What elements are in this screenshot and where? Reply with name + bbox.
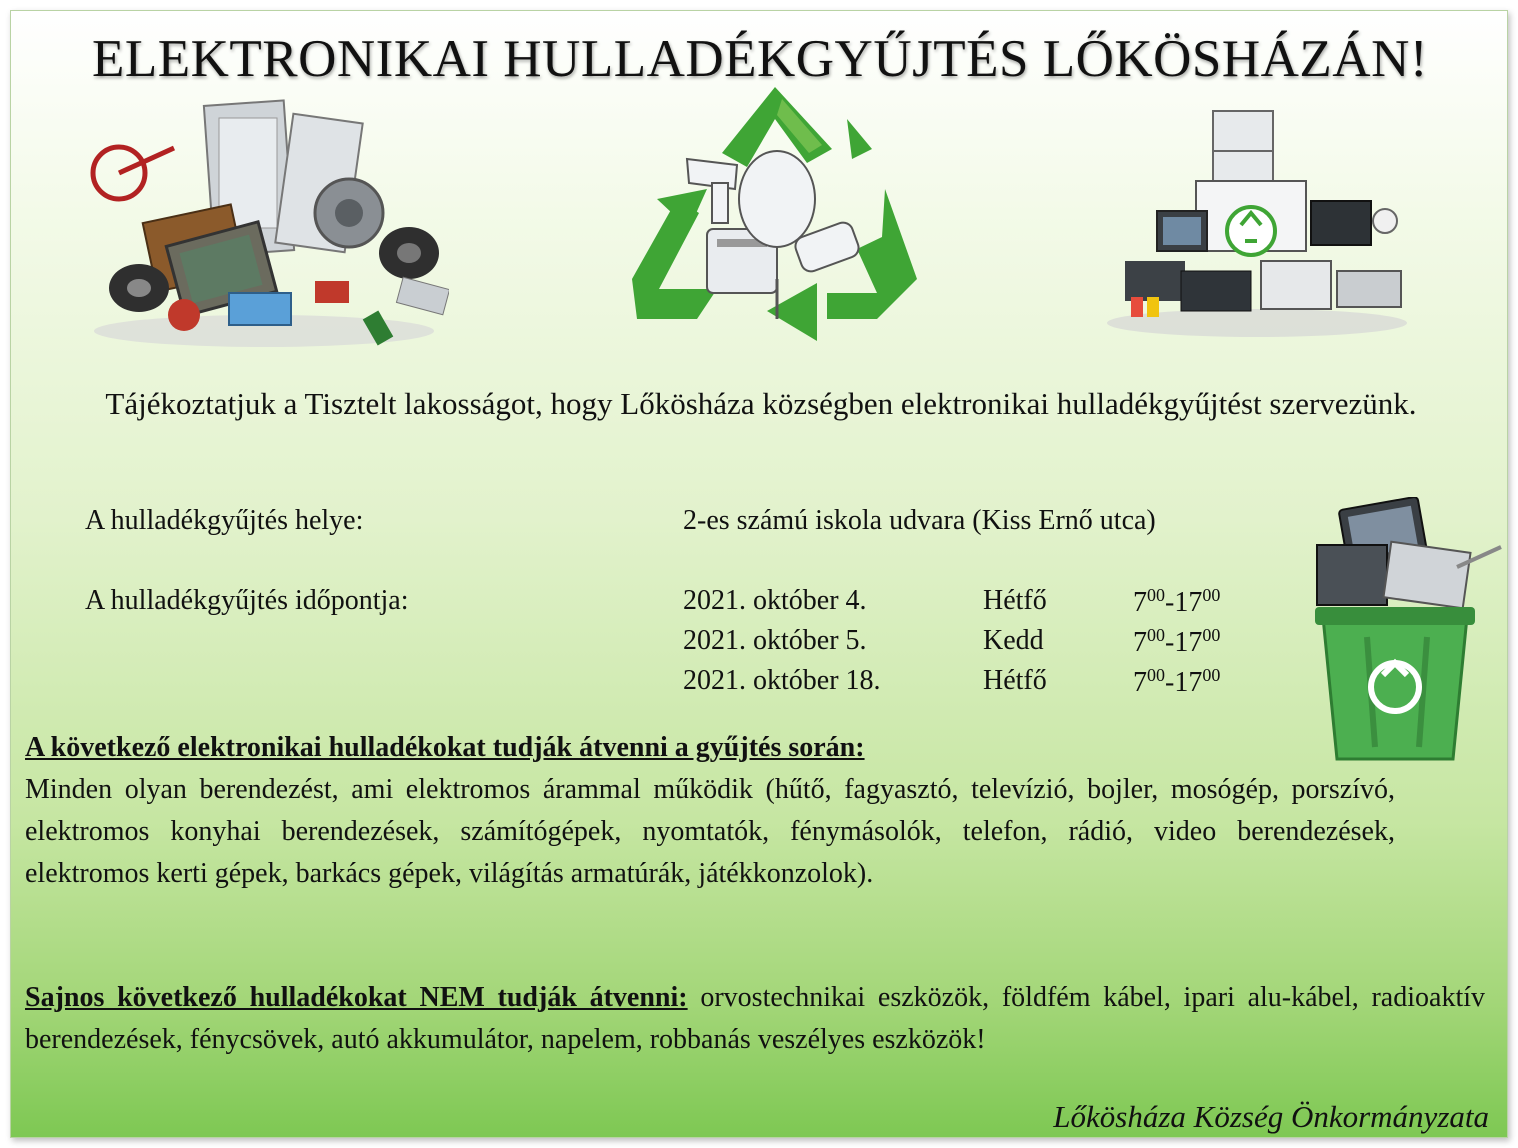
schedule-time-1: $7^{00}-17^{00}$: [1133, 585, 1221, 618]
recycling-bin-illustration: [1287, 497, 1503, 765]
schedule-date-1: 2021. október 4.: [683, 585, 867, 616]
accepted-heading: A következő elektronikai hulladékokat tudják átvenni a gyűjtés során:: [25, 732, 865, 763]
accepted-text: Minden olyan berendezést, ami elektromos árammal működik (hűtő, fagyasztó, televízió, bojler, mosógép, porszívó, elektromos konyhai berendezések, számítógépek, nyomtatók, fénymásolók, telefon, rádió, video berendezések, elektromos kerti gépek, barkács gépek, világítás armatúrák, játékkonzolok).: [25, 774, 1395, 889]
schedule-label: A hulladékgyűjtés időpontja:: [85, 585, 409, 616]
schedule-day-1: Hétfő: [983, 585, 1047, 616]
location-value: 2-es számú iskola udvara (Kiss Ernő utca): [683, 505, 1156, 536]
junk-pile-illustration: [79, 93, 449, 353]
poster: [10, 10, 1508, 1138]
page-title: ELEKTRONIKAI HULLADÉKGYŰJTÉS LŐKÖSHÁZÁN!: [92, 30, 1428, 88]
ewaste-heap-illustration: [1101, 101, 1413, 341]
schedule-time-2: $7^{00}-17^{00}$: [1133, 625, 1221, 658]
schedule-day-3: Hétfő: [983, 665, 1047, 696]
location-label: A hulladékgyűjtés helye:: [85, 505, 364, 536]
rejected-heading: Sajnos következő hulladékokat NEM tudják átvenni:: [25, 982, 688, 1013]
accepted-section: [25, 727, 1395, 895]
schedule-date-2: 2021. október 5.: [683, 625, 867, 656]
rejected-text: orvostechnikai eszközök, földfém kábel, ipari alu-kábel, radioaktív berendezések, fénycsövek, autó akkumulátor, napelem, robbanás veszélyes eszközök!: [25, 982, 1486, 1055]
schedule-time-3: $7^{00}-17^{00}$: [1133, 665, 1221, 698]
rejected-section: [25, 977, 1485, 1061]
signature: Lőkösháza Község Önkormányzata: [1053, 1099, 1489, 1134]
recycle-appliances-illustration: [627, 79, 923, 357]
schedule-date-3: 2021. október 18.: [683, 665, 881, 696]
intro-text: Tájékoztatjuk a Tisztelt lakosságot, hogy Lőkösháza községben elektronikai hulladékgyűjtést szervezünk.: [105, 386, 1417, 421]
schedule-day-2: Kedd: [983, 625, 1044, 656]
